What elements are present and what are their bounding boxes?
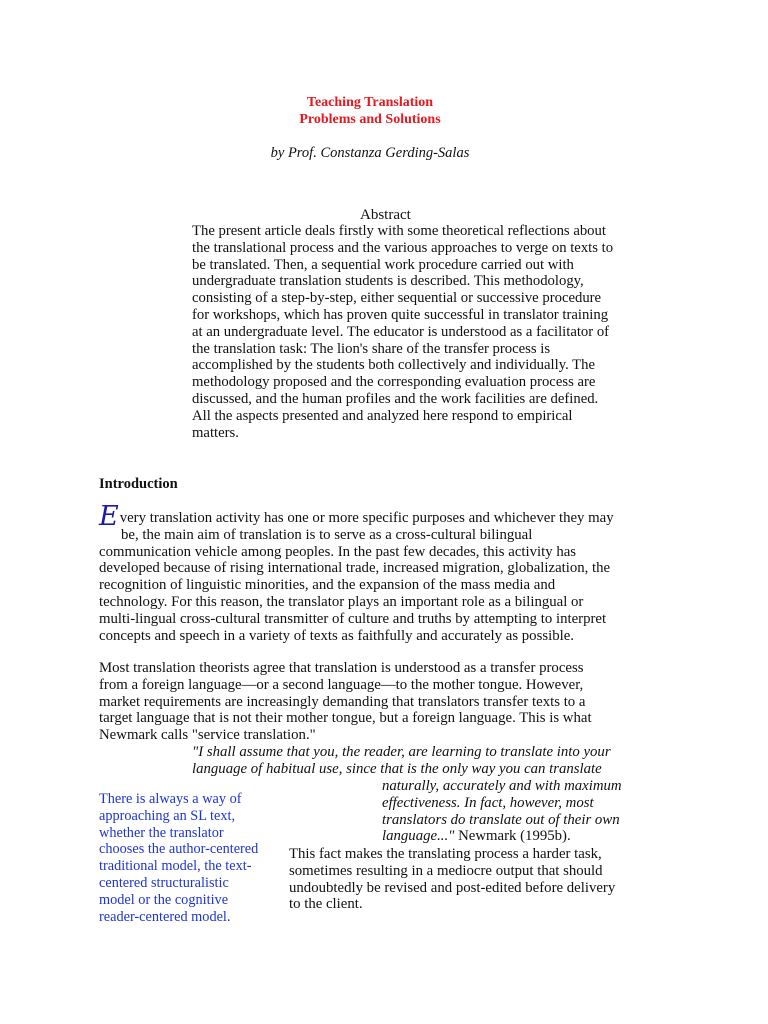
quote-last-line	[382, 828, 642, 845]
paragraph-line: This fact makes the translating process a harder task,	[289, 846, 602, 862]
abstract-line: consisting of a step-by-step, either sequential or successive procedure	[192, 290, 602, 307]
quote-line: naturally, accurately and with maximum	[382, 778, 622, 794]
paragraph-line: multi-lingual cross-cultural transmitter of culture and truths by attempting to interpret	[99, 610, 607, 627]
first-line-text: very translation activity has one or more specific purposes and whichever they may	[119, 510, 614, 526]
abstract-line: for workshops, which has proven quite successful in translator training	[192, 306, 609, 323]
intro-paragraph-1	[99, 501, 644, 644]
paragraph-line: Most translation theorists agree that translation is understood as a transfer process	[99, 660, 584, 676]
abstract-heading: Abstract	[360, 207, 411, 223]
pull-quote	[99, 791, 284, 925]
abstract-line: undergraduate translation students is described. This methodology,	[192, 273, 584, 290]
abstract-line: the translational process and the various approaches to verge on texts to	[192, 239, 614, 256]
paragraph-first-line	[99, 501, 644, 532]
document-title	[0, 94, 740, 128]
pull-quote-line: There is always a way of	[99, 791, 242, 807]
pull-quote-line: whether the translator	[99, 824, 224, 841]
abstract-line: the translation task: The lion's share of the transfer process is	[192, 340, 551, 357]
abstract-line: discussed, and the human profiles and the work facilities are defined.	[192, 390, 599, 407]
paragraph-line: to the client.	[289, 896, 363, 913]
quote-line: translators do translate out of their own	[382, 811, 620, 828]
paragraph-line: target language that is not their mother tongue, but a foreign language. This is what	[99, 710, 592, 727]
abstract-line: matters.	[192, 424, 239, 441]
abstract-body	[192, 223, 642, 441]
pull-quote-line: traditional model, the text-	[99, 858, 252, 875]
paragraph-line: be, the main aim of translation is to serve as a cross-cultural bilingual	[121, 526, 533, 543]
abstract-line: methodology proposed and the corresponding evaluation process are	[192, 374, 596, 391]
paragraph-line: from a foreign language—or a second language—to the mother tongue. However,	[99, 676, 584, 693]
abstract-line: at an undergraduate level. The educator is understood as a facilitator of	[192, 323, 610, 340]
author-byline: by Prof. Constanza Gerding-Salas	[270, 145, 470, 161]
abstract-line: accomplished by the students both collectively and individually. The	[192, 357, 596, 374]
newmark-quote-narrow	[382, 778, 642, 845]
paragraph-line: market requirements are increasingly demanding that translators transfer texts to a	[99, 693, 586, 710]
quote-citation: Newmark (1995b).	[454, 828, 571, 845]
paragraph-line: technology. For this reason, the translator plays an important role as a bilingual or	[99, 593, 584, 610]
post-quote-paragraph	[289, 846, 639, 913]
abstract-line: The present article deals firstly with some theoretical reflections about	[192, 223, 606, 239]
introduction-heading: Introduction	[99, 476, 178, 492]
title-line-2: Problems and Solutions	[299, 112, 441, 127]
paragraph-line: Newmark calls "service translation."	[99, 727, 316, 744]
quote-line: language..."	[382, 828, 455, 845]
pull-quote-line: approaching an SL text,	[99, 807, 236, 824]
paragraph-line: recognition of linguistic minorities, and the expansion of the mass media and	[99, 577, 556, 594]
quote-line: language of habitual use, since that is the only way you can translate	[192, 760, 602, 777]
title-line-1: Teaching Translation	[306, 95, 434, 110]
paragraph-line: communication vehicle among peoples. In the past few decades, this activity has	[99, 543, 577, 560]
abstract-line: be translated. Then, a sequential work procedure carried out with	[192, 256, 574, 273]
paragraph-line: sometimes resulting in a mediocre output that should	[289, 862, 603, 879]
paragraph-line: developed because of rising international trade, increased migration, globalization, the	[99, 560, 611, 577]
pull-quote-line: centered structuralistic	[99, 874, 229, 891]
abstract-line: All the aspects presented and analyzed here respond to empirical	[192, 407, 573, 424]
paragraph-line: concepts and speech in a variety of texts as faithfully and accurately as possible.	[99, 627, 574, 644]
newmark-quote-wide	[192, 744, 642, 778]
paragraph-line: undoubtedly be revised and post-edited before delivery	[289, 879, 616, 896]
pull-quote-line: chooses the author-centered	[99, 841, 259, 858]
quote-line: effectiveness. In fact, however, most	[382, 794, 594, 811]
pull-quote-line: model or the cognitive	[99, 891, 229, 908]
drop-cap: E	[99, 501, 119, 532]
quote-line: "I shall assume that you, the reader, are learning to translate into your	[192, 744, 611, 760]
pull-quote-line: reader-centered model.	[99, 908, 231, 925]
intro-paragraph-2	[99, 660, 644, 744]
